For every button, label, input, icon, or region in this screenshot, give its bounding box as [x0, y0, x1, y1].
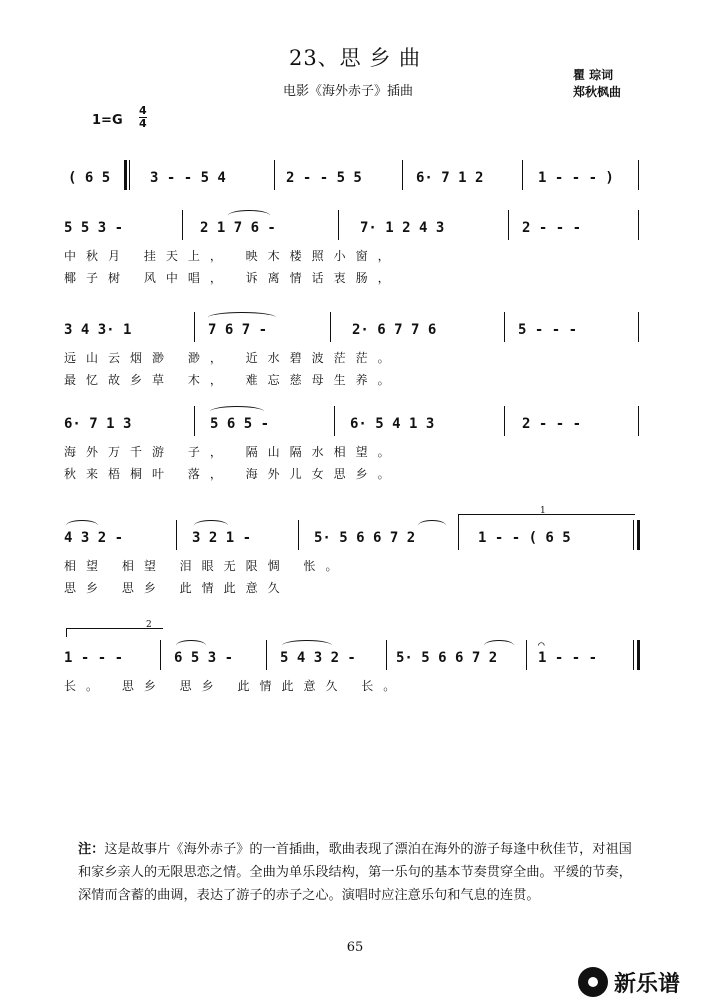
- slur: [418, 520, 446, 531]
- measure: 1 - - ( 6 5: [478, 530, 571, 546]
- barline: [176, 520, 177, 550]
- key-signature: 1=G: [92, 113, 123, 128]
- credits: [573, 67, 621, 101]
- measure: 5 5 3 -: [64, 220, 124, 236]
- lyric-verse-2: 椰子树 风中唱， 诉离情话衷肠，: [64, 271, 400, 285]
- measure: ( 6 5: [68, 170, 111, 186]
- vinyl-disc-icon: [578, 967, 608, 997]
- measure: 2 - - -: [522, 416, 582, 432]
- lyric-verse-1: 海外万千游 子， 隔山隔水相望。: [64, 445, 400, 459]
- barline: [386, 640, 387, 670]
- measure: 2 - - -: [522, 220, 582, 236]
- measure: 2· 6 7 7 6: [352, 322, 437, 338]
- barline: [508, 210, 509, 240]
- measure: 3 2 1 -: [192, 530, 252, 546]
- time-signature: $\frac{4}{4}$: [139, 104, 147, 130]
- measure: 1 - - - ): [538, 170, 614, 186]
- measure: 1 - - -: [538, 650, 598, 666]
- measure: 6· 7 1 2: [416, 170, 484, 186]
- lyric-verse-2: 思乡 思乡 此情此意久: [64, 581, 290, 595]
- barline: [338, 210, 339, 240]
- measure: 5· 5 6 6 7 2: [314, 530, 416, 546]
- barline: [402, 160, 403, 190]
- composer: 郑秋枫曲: [573, 85, 622, 99]
- barline: [298, 520, 299, 550]
- measure: 6 5 3 -: [174, 650, 234, 666]
- lyric-line: 长。 思乡 思乡 此情此意久 长。: [64, 679, 406, 693]
- lyric-verse-1: 中秋月 挂天上， 映木楼照小窗，: [64, 249, 400, 263]
- annotation-label: 注：: [78, 842, 105, 857]
- measure: 5 6 5 -: [210, 416, 270, 432]
- barline: [274, 160, 275, 190]
- barline: [638, 210, 639, 240]
- page-number: 65: [346, 940, 364, 955]
- measure: 3 4 3· 1: [64, 322, 132, 338]
- lyric-verse-1: 远山云烟渺 渺， 近水碧波茫茫。: [64, 351, 400, 365]
- barline: [129, 160, 130, 190]
- measure: 6· 5 4 1 3: [350, 416, 435, 432]
- measure: 4 3 2 -: [64, 530, 124, 546]
- barline: [504, 406, 505, 436]
- barline: [638, 160, 639, 190]
- barline: [504, 312, 505, 342]
- repeat-barline: [637, 520, 640, 550]
- subtitle: 电影《海外赤子》插曲: [283, 84, 414, 99]
- barline: [266, 640, 267, 670]
- lyricist: 瞿 琮词: [573, 68, 614, 82]
- measure: 7 6 7 -: [208, 322, 268, 338]
- measure: 5· 5 6 6 7 2: [396, 650, 498, 666]
- lyric-verse-2: 秋来梧桐叶 落， 海外儿女思乡。: [64, 467, 400, 481]
- lyric-verse-1: 相望 相望 泪眼无限惆 怅。: [64, 559, 348, 573]
- barline: [160, 640, 161, 670]
- measure: 6· 7 1 3: [64, 416, 132, 432]
- annotation-text: 这是故事片《海外赤子》的一首插曲，歌曲表现了漂泊在海外的游子每逢中秋佳节，对祖国和家乡亲人的无限思恋之情。全曲为单乐段结构，第一乐句的基本节奏贯穿全曲。平缓的节奏，深情而含蓄的曲调，表达了游子的赤子之心。演唱时应注意乐句和气息的连贯。: [78, 842, 632, 903]
- barline: [182, 210, 183, 240]
- barline: [194, 312, 195, 342]
- lyric-verse-2: 最忆故乡草 木， 难忘慈母生养。: [64, 373, 400, 387]
- measure: 3 - - 5 4: [150, 170, 226, 186]
- barline: [194, 406, 195, 436]
- measure: 5 4 3 2 -: [280, 650, 356, 666]
- annotation-note: [78, 838, 634, 907]
- barline: [522, 160, 523, 190]
- second-ending-number: 2: [146, 620, 152, 630]
- barline: [638, 406, 639, 436]
- barline: [526, 640, 527, 670]
- repeat-barline: [124, 160, 127, 190]
- barline: [330, 312, 331, 342]
- site-logo: [578, 964, 704, 1000]
- barline: [334, 406, 335, 436]
- logo-text: 新乐谱: [614, 971, 681, 997]
- barline: [458, 520, 459, 550]
- measure: 2 - - 5 5: [286, 170, 362, 186]
- barline: [633, 640, 634, 670]
- barline: [633, 520, 634, 550]
- measure: 2 1 7 6 -: [200, 220, 276, 236]
- measure: 7· 1 2 4 3: [360, 220, 445, 236]
- first-ending-bracket: [458, 514, 635, 523]
- measure: 1 - - -: [64, 650, 124, 666]
- measure: 5 - - -: [518, 322, 578, 338]
- final-barline: [637, 640, 640, 670]
- fermata-icon: ⌒: [538, 638, 545, 651]
- first-ending-number: 1: [540, 506, 546, 516]
- song-title: 23、思 乡 曲: [288, 46, 422, 70]
- barline: [638, 312, 639, 342]
